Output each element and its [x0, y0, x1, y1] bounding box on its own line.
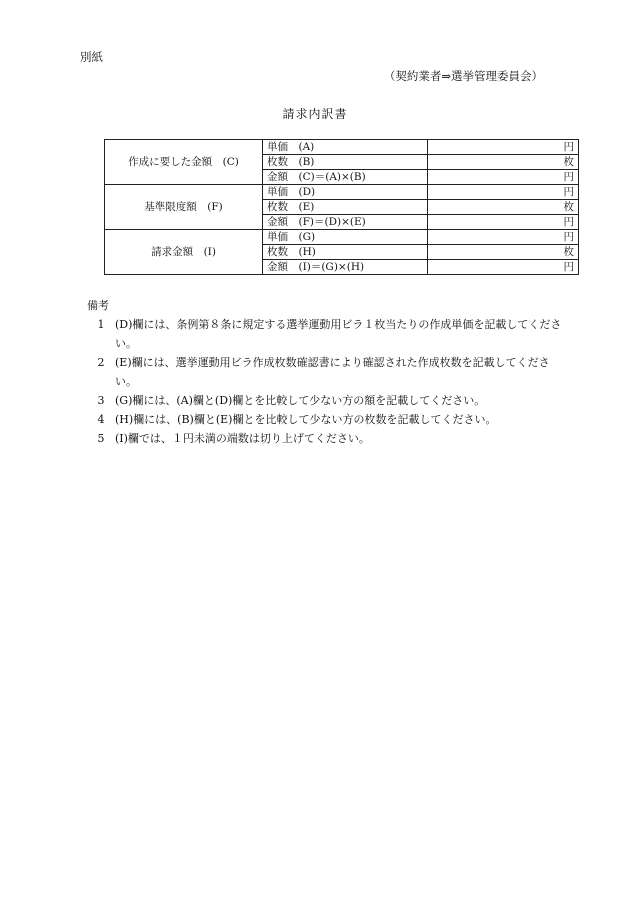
value-cell[interactable] [428, 140, 579, 155]
unit-label: 円 [563, 171, 574, 183]
remark-item [87, 391, 567, 410]
remark-text: (D)欄には、条例第８条に規定する選挙運動用ビラ１枚当たりの作成単価を記載してください。 [115, 318, 562, 350]
item-label: 単価 (D) [263, 185, 428, 200]
remark-item [87, 429, 567, 448]
unit-label: 枚 [563, 246, 574, 258]
remark-number: 5 [97, 432, 105, 445]
table-row [105, 230, 579, 245]
remark-item [87, 410, 567, 429]
item-label: 枚数 (B) [263, 155, 428, 170]
remark-text: (G)欄には、(A)欄と(D)欄とを比較して少ない方の額を記載してください。 [115, 394, 486, 407]
unit-label: 円 [563, 261, 574, 273]
group-label-standard-limit: 基準限度額 (F) [105, 185, 263, 230]
unit-label: 円 [563, 231, 574, 243]
unit-label: 円 [563, 186, 574, 198]
invoice-breakdown-table [104, 139, 579, 275]
attachment-label: 別紙 [80, 50, 103, 64]
value-cell[interactable] [428, 260, 579, 275]
item-label: 金額 (F)＝(D)×(E) [263, 215, 428, 230]
unit-label: 円 [563, 216, 574, 228]
remark-text: (I)欄では、１円未満の端数は切り上げてください。 [115, 432, 370, 445]
remark-number: 3 [97, 394, 105, 407]
value-cell[interactable] [428, 245, 579, 260]
value-cell[interactable] [428, 155, 579, 170]
remark-text: (H)欄には、(B)欄と(E)欄とを比較して少ない方の枚数を記載してください。 [115, 413, 497, 426]
value-cell[interactable] [428, 230, 579, 245]
remark-text: (E)欄には、選挙運動用ビラ作成枚数確認書により確認された作成枚数を記載してください。 [115, 356, 550, 388]
unit-label: 円 [563, 141, 574, 153]
item-label: 枚数 (H) [263, 245, 428, 260]
value-cell[interactable] [428, 170, 579, 185]
table-row [105, 185, 579, 200]
value-cell[interactable] [428, 215, 579, 230]
unit-label: 枚 [563, 156, 574, 168]
table-row [105, 140, 579, 155]
value-cell[interactable] [428, 185, 579, 200]
remarks-heading: 備考 [87, 299, 109, 312]
unit-label: 枚 [563, 201, 574, 213]
remark-number: 4 [97, 413, 105, 426]
remark-item [87, 353, 567, 391]
item-label: 金額 (I)＝(G)×(H) [263, 260, 428, 275]
remarks-section [87, 296, 567, 448]
item-label: 単価 (G) [263, 230, 428, 245]
group-label-claim-amount: 請求金額 (I) [105, 230, 263, 275]
remark-number: 1 [97, 318, 105, 331]
item-label: 単価 (A) [263, 140, 428, 155]
remark-number: 2 [97, 356, 105, 369]
group-label-production-cost: 作成に要した金額 (C) [105, 140, 263, 185]
document-title: 請求内訳書 [282, 107, 348, 121]
item-label: 枚数 (E) [263, 200, 428, 215]
submission-direction: （契約業者⇒選挙管理委員会） [383, 69, 543, 83]
item-label: 金額 (C)＝(A)×(B) [263, 170, 428, 185]
remark-item [87, 315, 567, 353]
value-cell[interactable] [428, 200, 579, 215]
